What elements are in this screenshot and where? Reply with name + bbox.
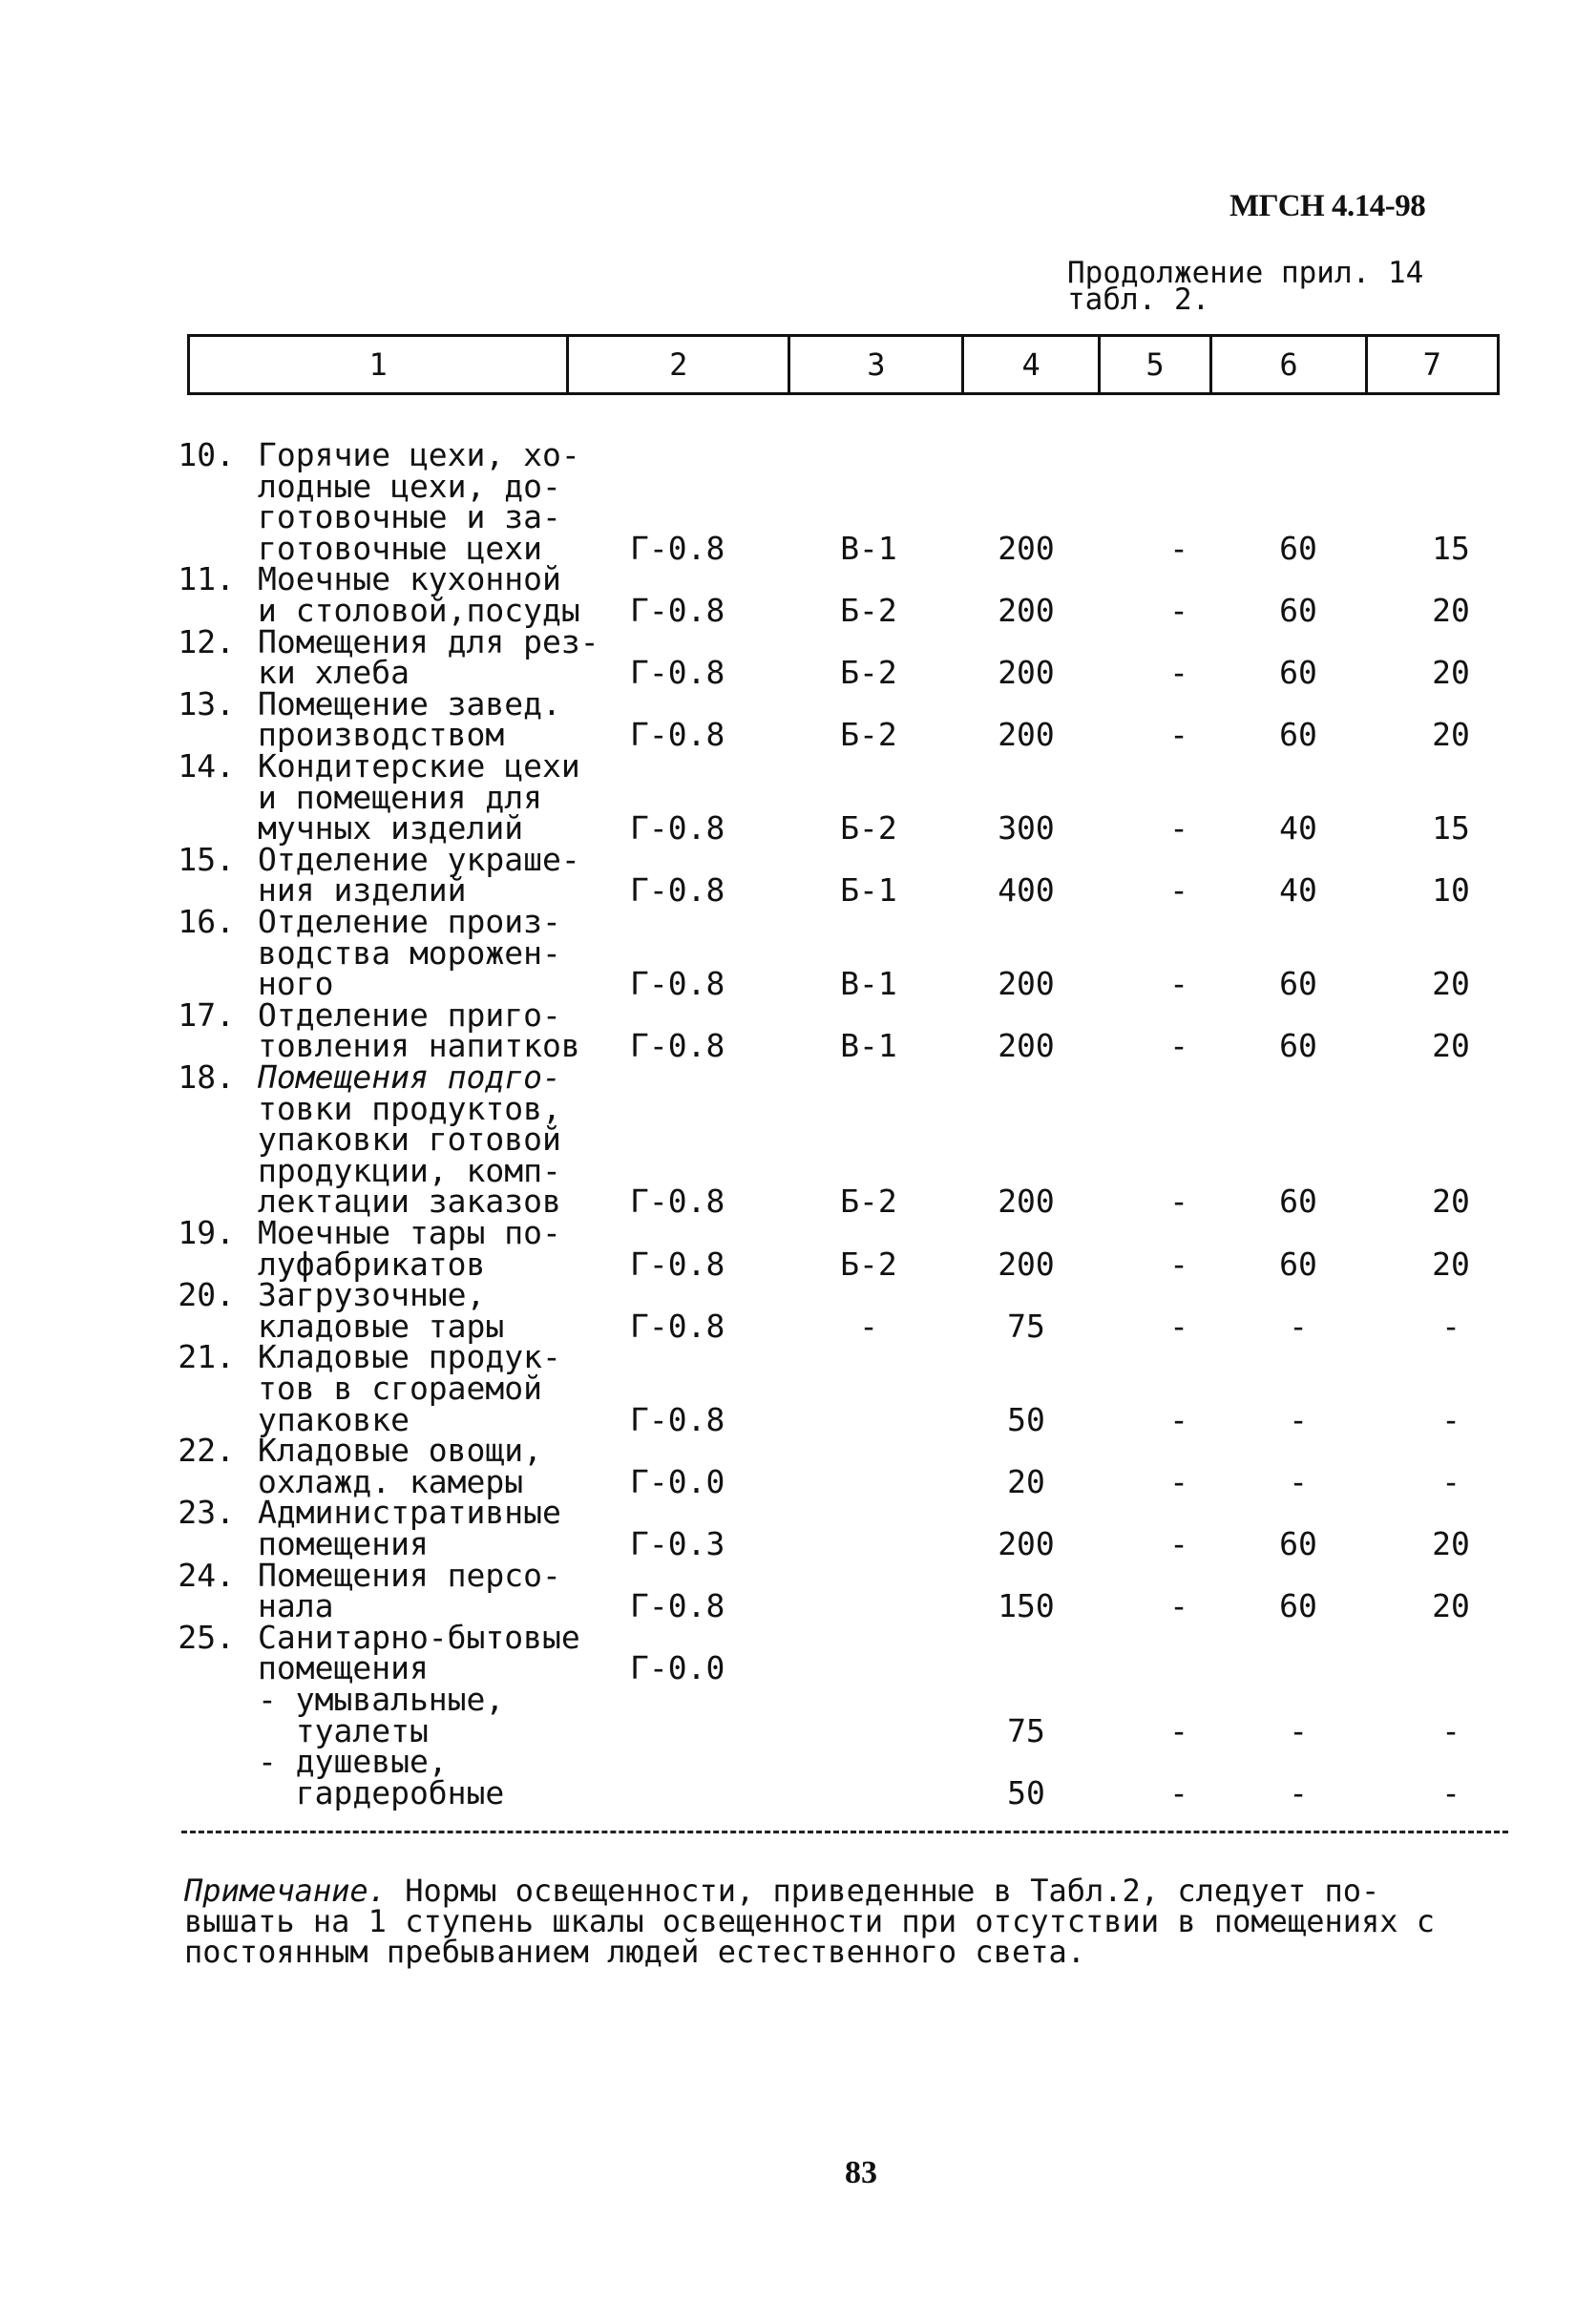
row-name-line: Помещения персо- bbox=[258, 1556, 561, 1594]
cell-col-7: - bbox=[1441, 1773, 1460, 1811]
cell-col-5: - bbox=[1169, 871, 1188, 910]
cell-col-2: Г-0.8 bbox=[630, 1183, 725, 1221]
cell-col-6: 40 bbox=[1279, 809, 1317, 848]
cell-col-4: 200 bbox=[998, 1027, 1055, 1065]
row-number: 12. bbox=[178, 622, 235, 660]
cell-col-3: - bbox=[859, 1307, 878, 1345]
table-header-row bbox=[187, 334, 1500, 395]
row-name-line: товления напитков bbox=[258, 1027, 580, 1065]
table-note bbox=[184, 1873, 1511, 1970]
cell-col-7: 20 bbox=[1432, 592, 1470, 629]
cell-col-5: - bbox=[1169, 1183, 1188, 1221]
cell-col-7: 20 bbox=[1432, 654, 1470, 692]
row-name-line: - душевые, bbox=[258, 1743, 448, 1781]
row-number: 25. bbox=[178, 1618, 235, 1656]
cell-col-2: Г-0.8 bbox=[630, 1307, 725, 1345]
row-name-line: луфабрикатов bbox=[258, 1245, 486, 1283]
cell-col-5: - bbox=[1169, 1400, 1188, 1438]
row-name-line: Помещения подго- bbox=[258, 1058, 561, 1096]
cell-col-6: - bbox=[1289, 1462, 1308, 1500]
cell-col-5: - bbox=[1169, 592, 1188, 629]
row-name-line: ного bbox=[258, 965, 334, 1003]
cell-col-4: 150 bbox=[998, 1587, 1055, 1625]
row-number: 18. bbox=[178, 1058, 235, 1096]
row-number: 24. bbox=[178, 1556, 235, 1594]
cell-col-2: Г-0.8 bbox=[630, 716, 725, 754]
cell-col-4: 200 bbox=[998, 654, 1055, 692]
row-name-line: мучных изделий bbox=[258, 809, 524, 848]
row-name-line: Горячие цехи, хо- bbox=[258, 436, 580, 473]
cell-col-7: 20 bbox=[1432, 1183, 1470, 1221]
cell-col-5: - bbox=[1169, 654, 1188, 692]
row-name-line: готовочные и за- bbox=[258, 498, 561, 536]
cell-col-6: 60 bbox=[1279, 592, 1317, 629]
row-name-line: Санитарно-бытовые bbox=[258, 1618, 580, 1656]
row-name-line: Административные bbox=[258, 1494, 561, 1532]
cell-col-3: В-1 bbox=[840, 1027, 897, 1065]
cell-col-5: - bbox=[1169, 1245, 1188, 1283]
cell-col-7: - bbox=[1441, 1462, 1460, 1500]
row-name-line: охлажд. камеры bbox=[258, 1462, 524, 1500]
cell-col-4: 200 bbox=[998, 1525, 1055, 1562]
cell-col-5: - bbox=[1169, 1027, 1188, 1065]
cell-col-4: 50 bbox=[1007, 1400, 1045, 1438]
note-label: Примечание. bbox=[184, 1873, 387, 1909]
row-name-line: Отделение приго- bbox=[258, 995, 561, 1034]
table-reference: табл. 2. bbox=[1067, 283, 1210, 317]
row-name-line: помещения bbox=[258, 1525, 429, 1562]
note-text-line-3: постоянным пребыванием людей естественного света. bbox=[184, 1934, 1086, 1970]
row-name-line: упаковке bbox=[258, 1400, 410, 1438]
row-name-line: кладовые тары bbox=[258, 1307, 505, 1345]
cell-col-5: - bbox=[1169, 1307, 1188, 1345]
row-name-line: товки продуктов, bbox=[258, 1089, 561, 1127]
cell-col-4: 75 bbox=[1007, 1711, 1045, 1749]
cell-col-3: В-1 bbox=[840, 529, 897, 567]
cell-col-5: - bbox=[1169, 529, 1188, 567]
cell-col-4: 300 bbox=[998, 809, 1055, 848]
cell-col-7: 20 bbox=[1432, 965, 1470, 1003]
cell-col-4: 75 bbox=[1007, 1307, 1045, 1345]
cell-col-7: 15 bbox=[1432, 809, 1470, 848]
row-name-line: нала bbox=[258, 1587, 334, 1625]
row-name-line: тов в сгораемой bbox=[258, 1370, 543, 1407]
row-name-line: лектации заказов bbox=[258, 1183, 561, 1221]
row-name-line: Кладовые продук- bbox=[258, 1338, 561, 1376]
document-code: МГСН 4.14-98 bbox=[1229, 189, 1426, 223]
cell-col-5: - bbox=[1169, 965, 1188, 1003]
cell-col-6: - bbox=[1289, 1400, 1308, 1438]
row-name-line: Помещения для рез- bbox=[258, 622, 599, 660]
cell-col-6: - bbox=[1289, 1307, 1308, 1345]
cell-col-4: 200 bbox=[998, 592, 1055, 629]
row-name-line: и помещения для bbox=[258, 778, 543, 816]
row-number: 23. bbox=[178, 1494, 235, 1532]
row-number: 16. bbox=[178, 903, 235, 940]
row-name-line: Моечные кухонной bbox=[258, 560, 561, 598]
cell-col-7: 20 bbox=[1432, 1245, 1470, 1283]
cell-col-7: - bbox=[1441, 1711, 1460, 1749]
cell-col-4: 200 bbox=[998, 1245, 1055, 1283]
row-name-line: гардеробные bbox=[258, 1773, 505, 1811]
cell-col-6: 60 bbox=[1279, 716, 1317, 754]
cell-col-2: Г-0.8 bbox=[630, 1027, 725, 1065]
cell-col-3: Б-1 bbox=[840, 871, 897, 910]
cell-col-2: Г-0.0 bbox=[630, 1462, 725, 1500]
cell-col-2: Г-0.8 bbox=[630, 1587, 725, 1625]
cell-col-5: - bbox=[1169, 716, 1188, 754]
cell-col-2: Г-0.8 bbox=[630, 871, 725, 910]
row-name-line: Отделение произ- bbox=[258, 903, 561, 940]
cell-col-4: 200 bbox=[998, 965, 1055, 1003]
cell-col-2: Г-0.8 bbox=[630, 529, 725, 567]
column-header-6: 6 bbox=[1212, 337, 1367, 392]
cell-col-7: 20 bbox=[1432, 1525, 1470, 1562]
cell-col-3: Б-2 bbox=[840, 1245, 897, 1283]
cell-col-5: - bbox=[1169, 809, 1188, 848]
row-number: 14. bbox=[178, 747, 235, 785]
cell-col-7: 20 bbox=[1432, 1587, 1470, 1625]
column-header-4: 4 bbox=[964, 337, 1100, 392]
cell-col-5: - bbox=[1169, 1525, 1188, 1562]
row-name-line: Кондитерские цехи bbox=[258, 747, 580, 785]
cell-col-6: 60 bbox=[1279, 654, 1317, 692]
row-name-line: лодные цехи, до- bbox=[258, 467, 561, 505]
row-number: 13. bbox=[178, 684, 235, 722]
row-number: 17. bbox=[178, 995, 235, 1034]
cell-col-7: 20 bbox=[1432, 716, 1470, 754]
cell-col-6: 60 bbox=[1279, 1525, 1317, 1562]
row-name-line: и столовой,посуды bbox=[258, 592, 580, 629]
cell-col-6: 40 bbox=[1279, 871, 1317, 910]
cell-col-7: 20 bbox=[1432, 1027, 1470, 1065]
row-name-line: готовочные цехи bbox=[258, 529, 543, 567]
cell-col-6: 60 bbox=[1279, 965, 1317, 1003]
column-header-2: 2 bbox=[569, 337, 790, 392]
row-name-line: Помещение завед. bbox=[258, 684, 561, 722]
row-name-line: Моечные тары по- bbox=[258, 1214, 561, 1251]
column-header-3: 3 bbox=[790, 337, 964, 392]
cell-col-4: 20 bbox=[1007, 1462, 1045, 1500]
note-text-line-1: Нормы освещенности, приведенные в Табл.2, следует по- bbox=[386, 1873, 1380, 1909]
column-header-1: 1 bbox=[190, 337, 569, 392]
cell-col-2: Г-0.3 bbox=[630, 1525, 725, 1562]
table-end-divider bbox=[181, 1831, 1508, 1833]
cell-col-6: 60 bbox=[1279, 1587, 1317, 1625]
cell-col-4: 50 bbox=[1007, 1773, 1045, 1811]
cell-col-5: - bbox=[1169, 1711, 1188, 1749]
page-number: 83 bbox=[845, 2155, 877, 2190]
cell-col-4: 200 bbox=[998, 529, 1055, 567]
cell-col-6: - bbox=[1289, 1711, 1308, 1749]
note-text-line-2: вышать на 1 ступень шкалы освещенности при отсутствии в помещениях с bbox=[184, 1903, 1436, 1939]
column-header-7: 7 bbox=[1422, 346, 1441, 383]
cell-col-2: Г-0.8 bbox=[630, 1245, 725, 1283]
cell-col-7: - bbox=[1441, 1307, 1460, 1345]
cell-col-3: Б-2 bbox=[840, 654, 897, 692]
cell-col-2: Г-0.0 bbox=[630, 1649, 725, 1687]
cell-col-7: 10 bbox=[1432, 871, 1470, 910]
cell-col-7: - bbox=[1441, 1400, 1460, 1438]
continuation-label: Продолжение прил. 14 bbox=[1067, 256, 1424, 290]
cell-col-4: 200 bbox=[998, 1183, 1055, 1221]
row-number: 15. bbox=[178, 840, 235, 878]
cell-col-3: Б-2 bbox=[840, 592, 897, 629]
cell-col-4: 200 bbox=[998, 716, 1055, 754]
cell-col-2: Г-0.8 bbox=[630, 654, 725, 692]
row-name-line: туалеты bbox=[258, 1711, 429, 1749]
row-name-line: Кладовые овощи, bbox=[258, 1432, 543, 1470]
cell-col-2: Г-0.8 bbox=[630, 809, 725, 848]
cell-col-3: Б-2 bbox=[840, 1183, 897, 1221]
cell-col-2: Г-0.8 bbox=[630, 592, 725, 629]
cell-col-2: Г-0.8 bbox=[630, 965, 725, 1003]
row-name-line: водства морожен- bbox=[258, 933, 561, 972]
row-name-line: - умывальные, bbox=[258, 1681, 505, 1718]
cell-col-5: - bbox=[1169, 1462, 1188, 1500]
cell-col-6: 60 bbox=[1279, 1027, 1317, 1065]
cell-col-3: В-1 bbox=[840, 965, 897, 1003]
row-number: 22. bbox=[178, 1432, 235, 1470]
row-name-line: Отделение украше- bbox=[258, 840, 580, 878]
cell-col-5: - bbox=[1169, 1587, 1188, 1625]
row-name-line: ния изделий bbox=[258, 871, 467, 910]
row-number: 11. bbox=[178, 560, 235, 598]
row-number: 10. bbox=[178, 436, 235, 473]
cell-col-6: 60 bbox=[1279, 1183, 1317, 1221]
cell-col-7: 15 bbox=[1432, 529, 1470, 567]
cell-col-6: - bbox=[1289, 1773, 1308, 1811]
row-number: 19. bbox=[178, 1214, 235, 1251]
row-name-line: упаковки готовой bbox=[258, 1120, 561, 1159]
row-number: 21. bbox=[178, 1338, 235, 1376]
cell-col-5: - bbox=[1169, 1773, 1188, 1811]
column-header-5: 5 bbox=[1101, 337, 1212, 392]
cell-col-6: 60 bbox=[1279, 1245, 1317, 1283]
cell-col-3: Б-2 bbox=[840, 809, 897, 848]
cell-col-3: Б-2 bbox=[840, 716, 897, 754]
row-name-line: помещения bbox=[258, 1649, 429, 1687]
row-name-line: ки хлеба bbox=[258, 654, 410, 692]
row-number: 20. bbox=[178, 1276, 235, 1314]
cell-col-4: 400 bbox=[998, 871, 1055, 910]
cell-col-2: Г-0.8 bbox=[630, 1400, 725, 1438]
row-name-line: продукции, комп- bbox=[258, 1151, 561, 1189]
row-name-line: производством bbox=[258, 716, 505, 754]
row-name-line: Загрузочные, bbox=[258, 1276, 486, 1314]
cell-col-6: 60 bbox=[1279, 529, 1317, 567]
